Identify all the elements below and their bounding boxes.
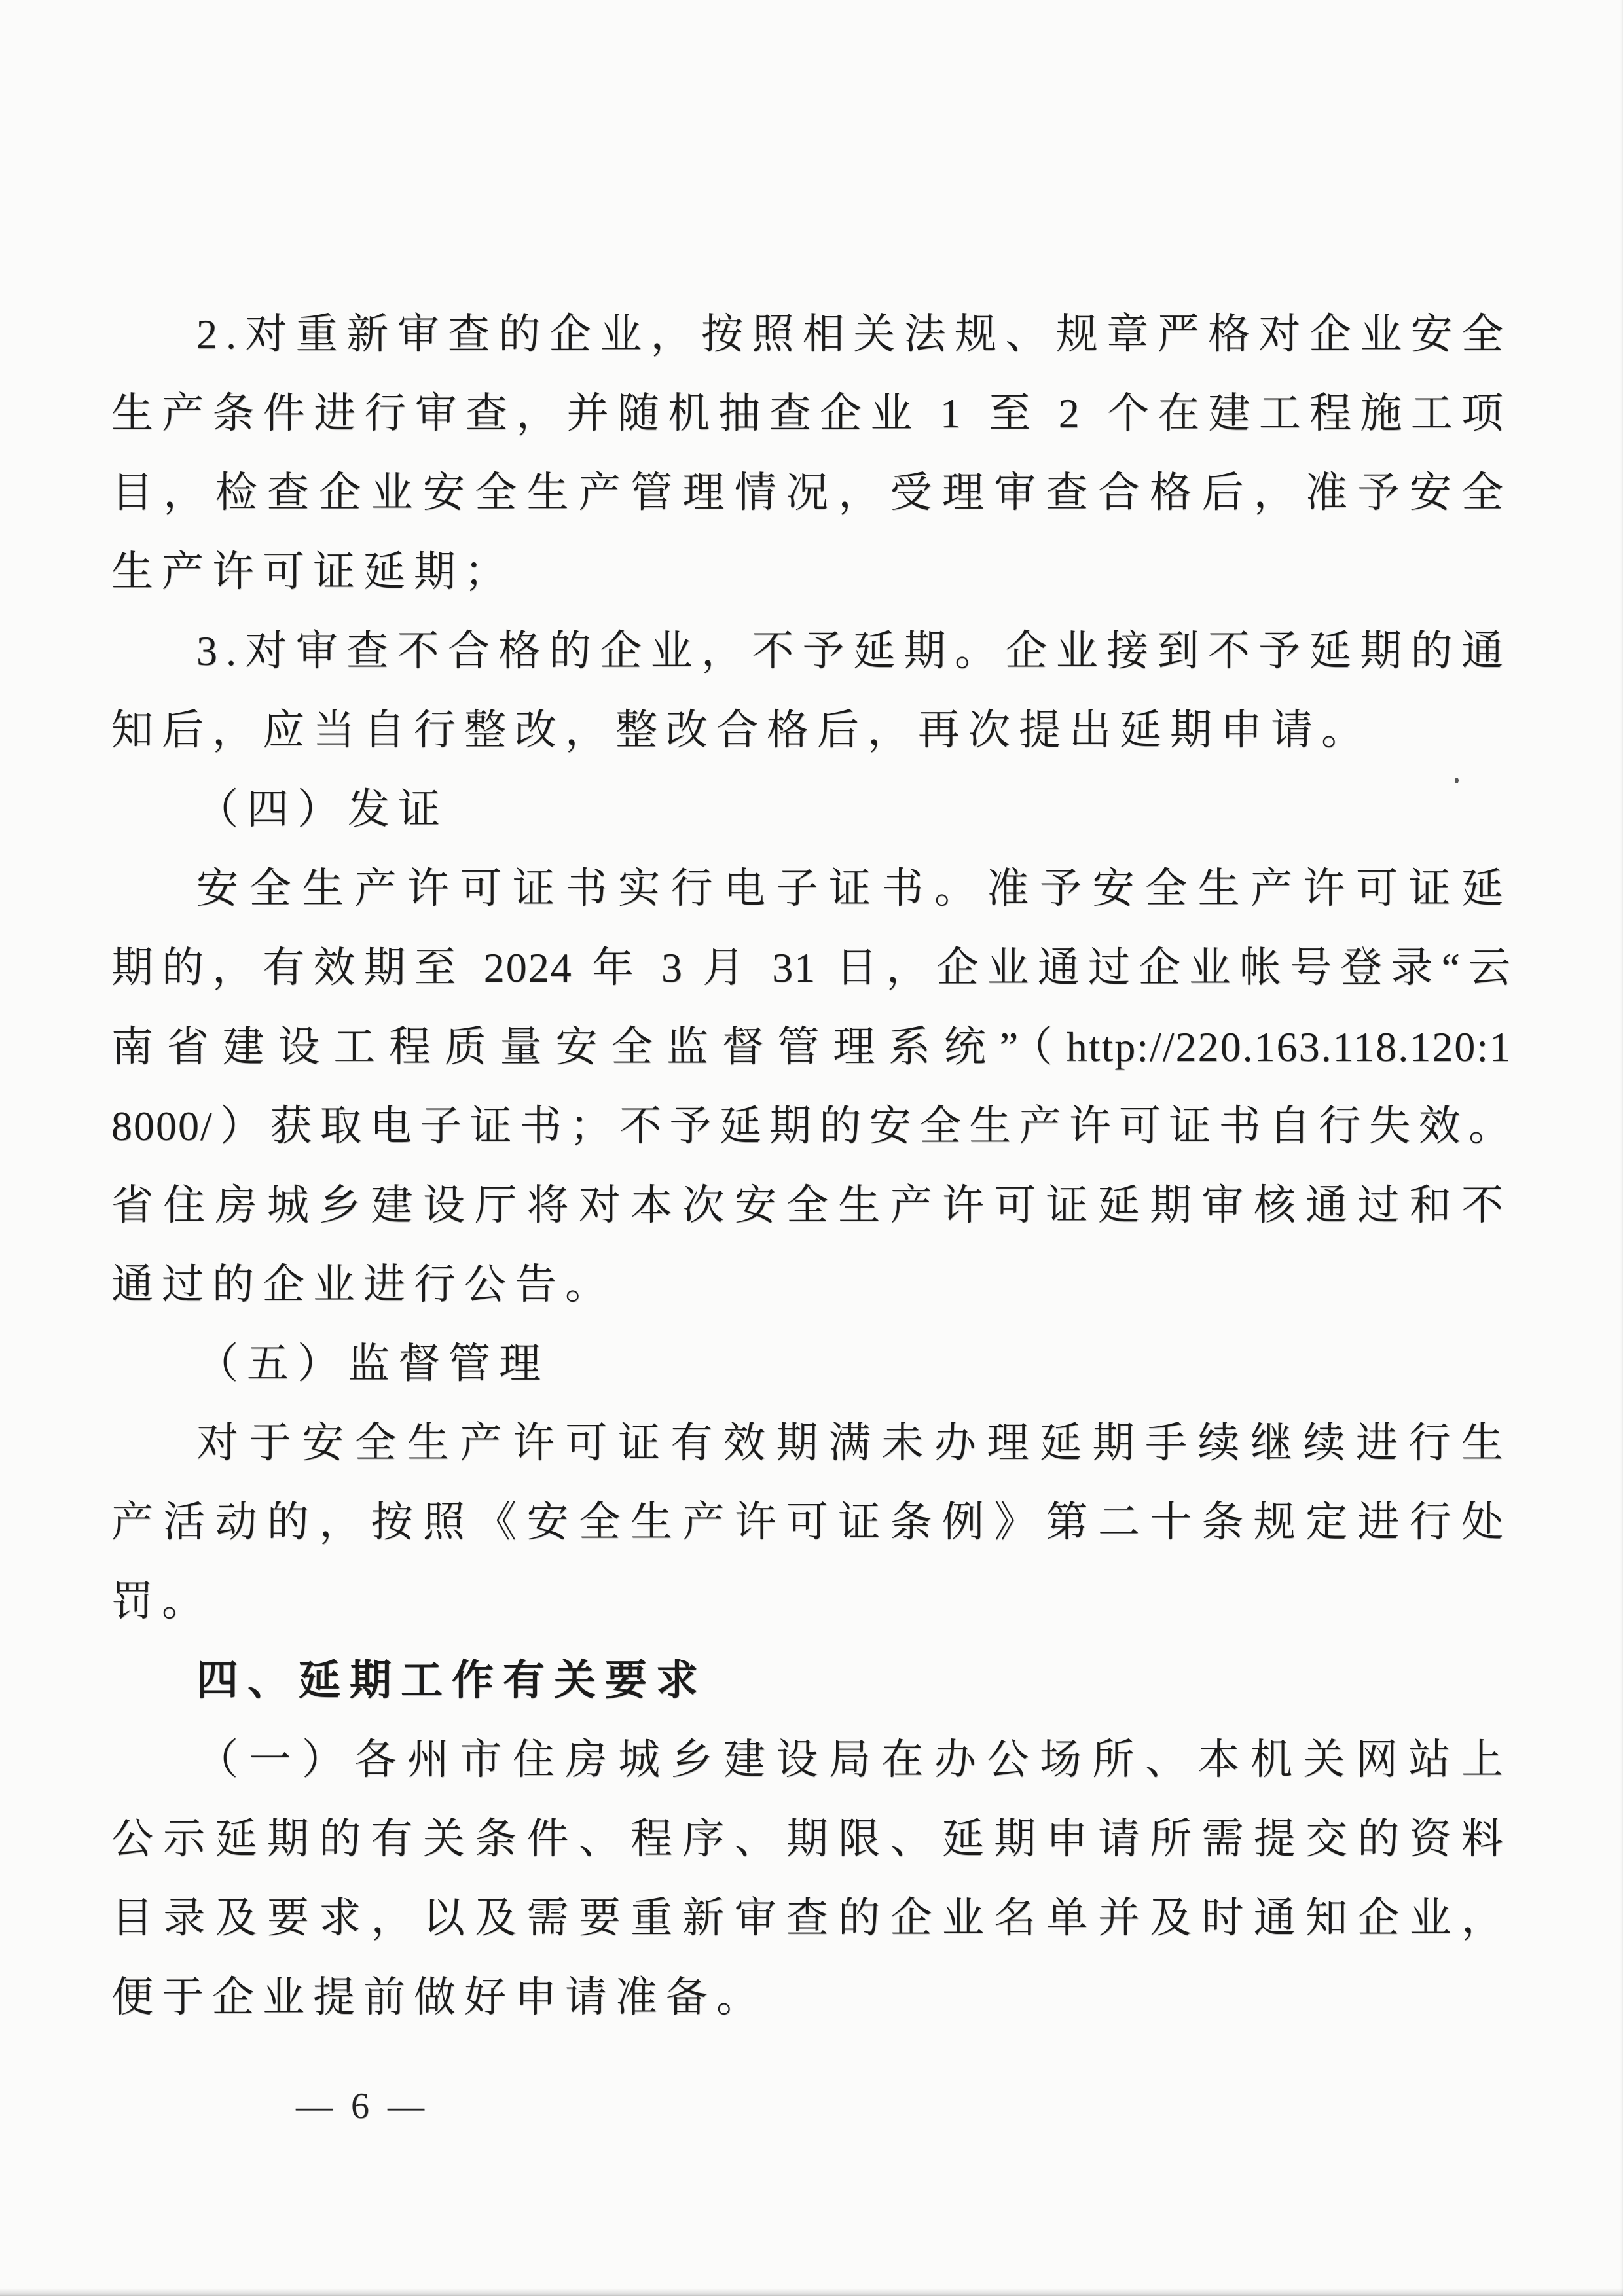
- subsection-heading-fazheng: （四）发证: [196, 786, 448, 833]
- subsection-heading-jiandu-guanli: （五）监督管理: [196, 1340, 549, 1387]
- body-text-line: 目，检查企业安全生产管理情况，受理审查合格后，准予安全: [111, 469, 1512, 516]
- scan-page-edge: [0, 2288, 1623, 2296]
- body-text-line: 对于安全生产许可证有效期满未办理延期手续继续进行生: [196, 1420, 1512, 1466]
- body-text-line: 便于企业提前做好申请准备。: [111, 1974, 767, 2020]
- body-text-line: 生产条件进行审查，并随机抽查企业 1 至 2 个在建工程施工项: [111, 390, 1512, 437]
- document-body: [111, 295, 1512, 2037]
- body-text-line: 3.对审查不合格的企业，不予延期。企业接到不予延期的通: [196, 628, 1512, 674]
- body-text-line-with-url: 8000/）获取电子证书；不予延期的安全生产许可证书自行失效。: [111, 1103, 1512, 1149]
- body-text-line: 罚。: [111, 1578, 212, 1624]
- page-number: — 6 —: [296, 2086, 429, 2126]
- body-text-line: 生产许可证延期；: [111, 548, 515, 595]
- body-text-line: 安全生产许可证书实行电子证书。准予安全生产许可证延: [196, 865, 1512, 912]
- body-text-line: （一）各州市住房城乡建设局在办公场所、本机关网站上: [196, 1736, 1512, 1783]
- body-text-line: 知后，应当自行整改，整改合格后，再次提出延期申请。: [111, 707, 1372, 753]
- scan-ink-speck: [1455, 778, 1459, 783]
- body-text-line: 公示延期的有关条件、程序、期限、延期申请所需提交的资料: [111, 1816, 1512, 1862]
- body-text-line: 目录及要求，以及需要重新审查的企业名单并及时通知企业，: [111, 1895, 1512, 1941]
- body-text-line: 产活动的，按照《安全生产许可证条例》第二十条规定进行处: [111, 1499, 1512, 1545]
- body-text-line: 通过的企业进行公告。: [111, 1261, 615, 1308]
- section-heading-yanqi-yaoqiu: 四、延期工作有关要求: [196, 1657, 707, 1704]
- body-text-line: 期的，有效期至 2024 年 3 月 31 日，企业通过企业帐号登录“云: [111, 944, 1512, 991]
- body-text-line: 2.对重新审查的企业，按照相关法规、规章严格对企业安全: [196, 311, 1512, 357]
- body-text-line: 省住房城乡建设厅将对本次安全生产许可证延期审核通过和不: [111, 1182, 1512, 1229]
- scan-page-edge: [1620, 0, 1623, 2296]
- body-text-line-with-url: 南省建设工程质量安全监督管理系统”（http://220.163.118.120:1: [111, 1024, 1512, 1070]
